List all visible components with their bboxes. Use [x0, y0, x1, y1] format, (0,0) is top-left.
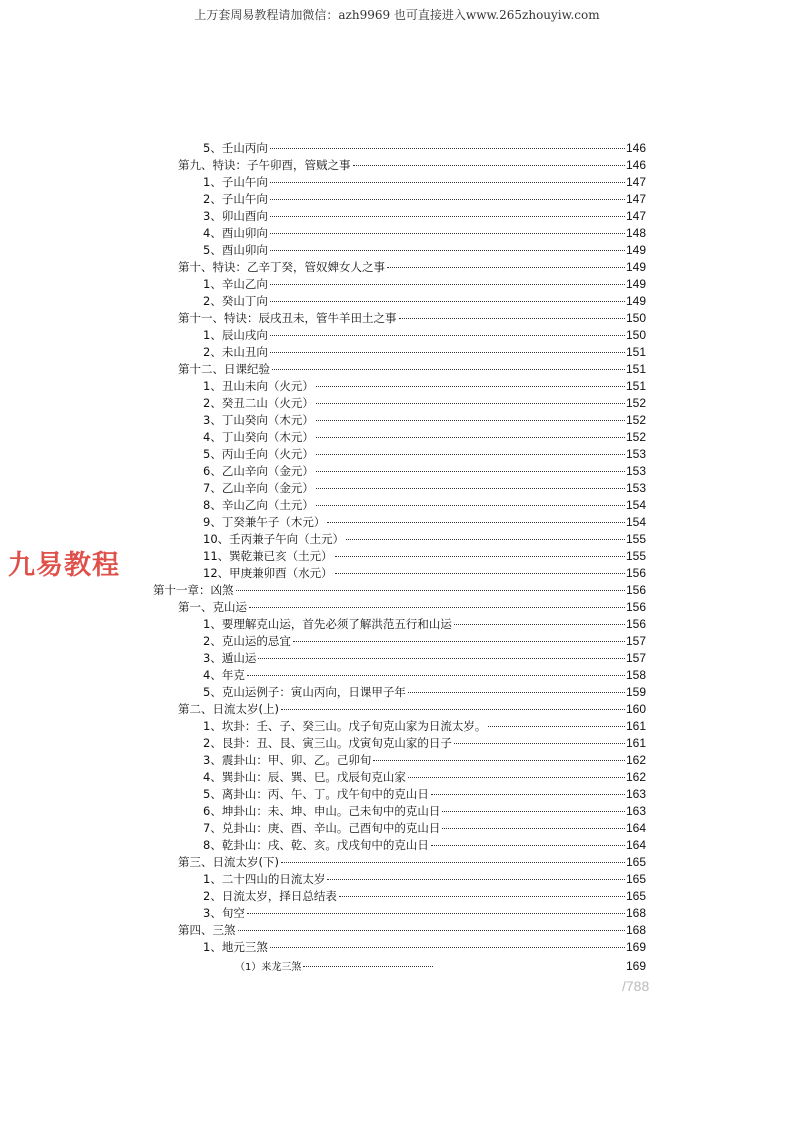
- toc-entry-label: 2、克山运的忌宜: [203, 634, 291, 648]
- dot-leader: [335, 573, 625, 574]
- toc-entry-page: 147: [625, 209, 646, 223]
- dot-leader: [353, 165, 625, 166]
- toc-entry-page: 160: [625, 702, 646, 716]
- toc-entry-page: 150: [625, 328, 646, 342]
- toc-entry-label: 第九、特诀：子午卯酉，管贼之事: [178, 158, 351, 172]
- toc-entry[interactable]: [203, 871, 646, 888]
- toc-entry-label: 6、乙山辛向（金元）: [203, 464, 314, 478]
- dot-leader: [316, 403, 625, 404]
- toc-entry-page: 153: [625, 464, 646, 478]
- dot-leader: [327, 522, 625, 523]
- toc-entry-page: 158: [625, 668, 646, 682]
- toc-entry-page: 149: [625, 243, 646, 257]
- toc-entry-page: 149: [625, 260, 646, 274]
- toc-entry-page: 156: [625, 617, 646, 631]
- toc-entry-label: 1、二十四山的日流太岁: [203, 872, 326, 886]
- toc-entry[interactable]: [178, 922, 646, 939]
- toc-entry-label: 2、未山丑向: [203, 345, 268, 359]
- toc-entry-page: 169: [625, 959, 646, 973]
- toc-entry-label: 9、丁癸兼午子（木元）: [203, 515, 326, 529]
- dot-leader: [272, 369, 625, 370]
- dot-leader: [238, 930, 625, 931]
- toc-entry-label: 5、酉山卯向: [203, 243, 268, 257]
- dot-leader: [249, 607, 625, 608]
- toc-entry[interactable]: [203, 650, 646, 667]
- toc-entry-label: 1、辛山乙向: [203, 277, 268, 291]
- toc-entry[interactable]: [178, 310, 646, 327]
- toc-entry[interactable]: [203, 429, 646, 446]
- toc-entry[interactable]: [203, 446, 646, 463]
- dot-leader: [270, 182, 625, 183]
- toc-entry-label: 1、子山午向: [203, 175, 268, 189]
- dot-leader: [303, 966, 433, 967]
- toc-entry-page: 156: [625, 600, 646, 614]
- toc-entry-page: 150: [625, 311, 646, 325]
- toc-entry[interactable]: [203, 837, 646, 854]
- dot-leader: [316, 386, 625, 387]
- toc-entry-page: 152: [625, 413, 646, 427]
- dot-leader: [408, 777, 625, 778]
- toc-entry-page: 157: [625, 634, 646, 648]
- toc-entry-label: 2、子山午向: [203, 192, 268, 206]
- dot-leader: [270, 947, 625, 948]
- toc-entry-label: 2、艮卦：丑、艮、寅三山。戊寅旬克山家的日子: [203, 736, 452, 750]
- toc-entry-label: 第十、特诀：乙辛丁癸，管奴婢女人之事: [178, 260, 385, 274]
- toc-entry-page: 165: [625, 872, 646, 886]
- toc-entry[interactable]: [203, 378, 646, 395]
- dot-leader: [442, 811, 625, 812]
- toc-entry-label: 6、坤卦山：未、坤、申山。己未旬中的克山日: [203, 804, 441, 818]
- toc-entry[interactable]: [203, 344, 646, 361]
- toc-entry[interactable]: [203, 888, 646, 905]
- toc-entry-page: 164: [625, 821, 646, 835]
- toc-entry-label: 5、丙山壬向（火元）: [203, 447, 314, 461]
- toc-entry-label: 3、卯山酉向: [203, 209, 268, 223]
- dot-leader: [281, 862, 625, 863]
- toc-entry[interactable]: [203, 565, 646, 582]
- dot-leader: [316, 505, 625, 506]
- toc-entry[interactable]: [203, 140, 646, 157]
- toc-entry-label: 11、巽乾兼已亥（土元）: [203, 549, 333, 563]
- dot-leader: [399, 318, 625, 319]
- toc-entry-page: 151: [625, 345, 646, 359]
- watermark-logo: 九易教程: [8, 550, 120, 581]
- toc-entry-label: 5、壬山丙向: [203, 141, 268, 155]
- toc-entry-label: 第二、日流太岁(上): [178, 702, 279, 716]
- toc-entry-label: 7、兑卦山：庚、酉、辛山。己酉旬中的克山日: [203, 821, 441, 835]
- dot-leader: [236, 590, 625, 591]
- toc-entry-label: 3、丁山癸向（木元）: [203, 413, 314, 427]
- toc-entry[interactable]: [203, 174, 646, 191]
- toc-entry[interactable]: [203, 463, 646, 480]
- dot-leader: [293, 641, 625, 642]
- toc-entry[interactable]: [235, 958, 646, 975]
- toc-entry-page: 149: [625, 277, 646, 291]
- toc-entry-label: 1、地元三煞: [203, 940, 268, 954]
- dot-leader: [316, 437, 625, 438]
- toc-entry-label: 2、癸丑二山（火元）: [203, 396, 314, 410]
- toc-entry[interactable]: [203, 939, 646, 956]
- toc-entry[interactable]: [178, 599, 646, 616]
- toc-entry-label: 8、乾卦山：戌、乾、亥。戊戌旬中的克山日: [203, 838, 429, 852]
- toc-entry[interactable]: [203, 684, 646, 701]
- toc-entry-page: 155: [625, 532, 646, 546]
- toc-entry-page: 168: [625, 906, 646, 920]
- toc-entry-page: 153: [625, 447, 646, 461]
- toc-entry-label: 4、巽卦山：辰、巽、巳。戊辰旬克山家: [203, 770, 406, 784]
- toc-entry[interactable]: [203, 276, 646, 293]
- dot-leader: [316, 454, 625, 455]
- toc-entry[interactable]: [203, 803, 646, 820]
- toc-entry-page: 161: [625, 719, 646, 733]
- toc-entry-page: 159: [625, 685, 646, 699]
- dot-leader: [454, 743, 625, 744]
- toc-entry[interactable]: [203, 208, 646, 225]
- toc-entry-label: 2、日流太岁，择日总结表: [203, 889, 337, 903]
- toc-entry-label: 1、坎卦：壬、子、癸三山。戊子旬克山家为日流太岁。: [203, 719, 487, 733]
- dot-leader: [335, 556, 625, 557]
- toc-entry[interactable]: [203, 531, 646, 548]
- toc-entry-label: 12、甲庚兼卯酉（水元）: [203, 566, 333, 580]
- toc-entry[interactable]: [203, 293, 646, 310]
- toc-entry-page: 163: [625, 804, 646, 818]
- toc-entry-label: （1）来龙三煞: [235, 962, 302, 973]
- toc-entry[interactable]: [203, 191, 646, 208]
- toc-entry[interactable]: [203, 225, 646, 242]
- dot-leader: [408, 692, 625, 693]
- toc-entry[interactable]: [178, 361, 646, 378]
- dot-leader: [270, 233, 625, 234]
- toc-entry[interactable]: [203, 633, 646, 650]
- toc-entry[interactable]: [203, 242, 646, 259]
- toc-entry-page: 153: [625, 481, 646, 495]
- dot-leader: [247, 913, 625, 914]
- dot-leader: [270, 250, 625, 251]
- toc-entry-page: 149: [625, 294, 646, 308]
- dot-leader: [442, 828, 625, 829]
- dot-leader: [270, 148, 625, 149]
- toc-entry-page: 162: [625, 753, 646, 767]
- dot-leader: [270, 352, 625, 353]
- toc-entry-page: 157: [625, 651, 646, 665]
- toc-entry-label: 5、离卦山：丙、午、丁。戊午旬中的克山日: [203, 787, 429, 801]
- toc-entry-label: 4、丁山癸向（木元）: [203, 430, 314, 444]
- toc-entry-page: 156: [625, 566, 646, 580]
- dot-leader: [316, 488, 625, 489]
- toc-entry-page: 147: [625, 192, 646, 206]
- toc-entry-page: 151: [625, 362, 646, 376]
- toc-entry-page: 152: [625, 430, 646, 444]
- toc-entry-label: 8、辛山乙向（土元）: [203, 498, 314, 512]
- dot-leader: [373, 760, 625, 761]
- dot-leader: [270, 284, 625, 285]
- toc-entry[interactable]: [203, 497, 646, 514]
- toc-entry[interactable]: [203, 548, 646, 565]
- toc-entry[interactable]: [153, 582, 646, 599]
- dot-leader: [346, 539, 625, 540]
- toc-entry-page: 168: [625, 923, 646, 937]
- toc-entry-page: 162: [625, 770, 646, 784]
- toc-entry[interactable]: [203, 667, 646, 684]
- toc-entry[interactable]: [203, 786, 646, 803]
- toc-entry-label: 第一、克山运: [178, 600, 247, 614]
- dot-leader: [270, 301, 625, 302]
- dot-leader: [247, 675, 625, 676]
- page-number-marker: /788: [622, 978, 650, 994]
- toc-entry-page: 165: [625, 855, 646, 869]
- toc-entry-page: 154: [625, 498, 646, 512]
- toc-entry-label: 5、克山运例子：寅山丙向，日课甲子年: [203, 685, 406, 699]
- toc-entry-label: 第四、三煞: [178, 923, 236, 937]
- page-header: 上万套周易教程请加微信：azh9969 也可直接进入www.265zhouyiw.com: [194, 8, 600, 22]
- toc-entry[interactable]: [203, 820, 646, 837]
- toc-entry-page: 169: [625, 940, 646, 954]
- toc-entry[interactable]: [203, 327, 646, 344]
- toc-entry-label: 第十一、特诀：辰戌丑未，管牛羊田土之事: [178, 311, 397, 325]
- toc-entry[interactable]: [203, 735, 646, 752]
- dot-leader: [488, 726, 625, 727]
- dot-leader: [270, 216, 625, 217]
- toc-entry-page: 151: [625, 379, 646, 393]
- toc-entry-label: 3、旬空: [203, 906, 245, 920]
- toc-entry-label: 3、震卦山：甲、卯、乙。己卯旬: [203, 753, 372, 767]
- toc-entry-label: 3、遁山运: [203, 651, 257, 665]
- dot-leader: [270, 335, 625, 336]
- dot-leader: [387, 267, 625, 268]
- dot-leader: [316, 471, 625, 472]
- toc-entry-page: 155: [625, 549, 646, 563]
- toc-entry-page: 146: [625, 158, 646, 172]
- toc-entry-label: 第十一章：凶煞: [153, 583, 234, 597]
- toc-entry[interactable]: [178, 701, 646, 718]
- dot-leader: [316, 420, 625, 421]
- toc-entry-page: 154: [625, 515, 646, 529]
- dot-leader: [258, 658, 625, 659]
- toc-entry-label: 第三、日流太岁(下): [178, 855, 279, 869]
- dot-leader: [281, 709, 625, 710]
- dot-leader: [339, 896, 625, 897]
- toc-entry[interactable]: [203, 480, 646, 497]
- toc-entry[interactable]: [203, 412, 646, 429]
- dot-leader: [327, 879, 625, 880]
- toc-entry[interactable]: [203, 905, 646, 922]
- toc-entry[interactable]: [203, 718, 646, 735]
- toc-entry-page: 148: [625, 226, 646, 240]
- toc-entry[interactable]: [178, 854, 646, 871]
- dot-leader: [431, 845, 625, 846]
- toc-entry[interactable]: [203, 395, 646, 412]
- toc-entry-page: 164: [625, 838, 646, 852]
- toc-entry[interactable]: [203, 616, 646, 633]
- toc-entry-label: 4、年克: [203, 668, 245, 682]
- toc-entry-page: 165: [625, 889, 646, 903]
- toc-entry-label: 1、丑山未向（火元）: [203, 379, 314, 393]
- toc-entry[interactable]: [203, 514, 646, 531]
- toc-entry-page: 152: [625, 396, 646, 410]
- toc-entry-label: 10、壬丙兼子午向（土元）: [203, 532, 345, 546]
- toc-entry-label: 1、要理解克山运，首先必须了解洪范五行和山运: [203, 617, 452, 631]
- toc-entry-label: 4、酉山卯向: [203, 226, 268, 240]
- dot-leader: [431, 794, 625, 795]
- toc-entry[interactable]: [178, 157, 646, 174]
- toc-entry-page: 147: [625, 175, 646, 189]
- toc-entry-label: 7、乙山辛向（金元）: [203, 481, 314, 495]
- toc-entry-page: 163: [625, 787, 646, 801]
- toc-entry-page: 156: [625, 583, 646, 597]
- dot-leader: [270, 199, 625, 200]
- dot-leader: [454, 624, 625, 625]
- toc-entry[interactable]: [178, 259, 646, 276]
- toc-entry-label: 1、辰山戌向: [203, 328, 268, 342]
- toc-entry[interactable]: [203, 769, 646, 786]
- toc-entry-label: 第十二、日课纪验: [178, 362, 270, 376]
- toc-entry[interactable]: [203, 752, 646, 769]
- toc-entry-label: 2、癸山丁向: [203, 294, 268, 308]
- toc-entry-page: 161: [625, 736, 646, 750]
- toc-entry-page: 146: [625, 141, 646, 155]
